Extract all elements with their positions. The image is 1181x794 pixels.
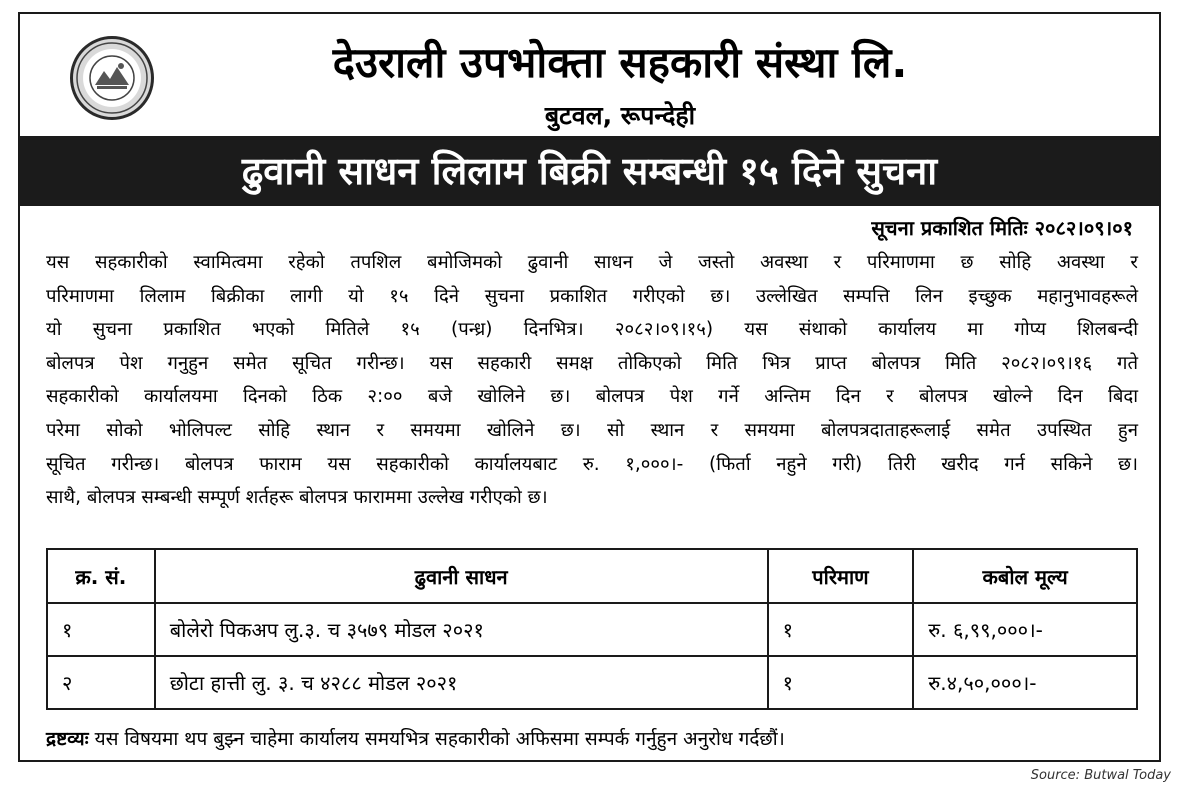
cell-serial: २ — [47, 656, 155, 709]
cell-bid-price: रु. ६,९९,०००।- — [913, 603, 1137, 656]
body-line: सहकारीको कार्यालयमा दिनको ठिक २:०० बजे खोलिने छ। बोलपत्र पेश गर्ने अन्तिम दिन र बोलपत्र खोल्ने दिन बिदा — [46, 386, 1138, 408]
cell-vehicle: बोलेरो पिकअप लु.३. च ३५७९ मोडल २०२१ — [155, 603, 768, 656]
notice-body — [46, 246, 1138, 515]
header-vehicle: ढुवानी साधन — [155, 549, 768, 603]
body-line: यो सुचना प्रकाशित भएको मितिले १५ (पन्ध्र) दिनभित्र। २०८२।०९।१५) यस संथाको कार्यालय मा गोप्य शिलबन्दी — [46, 319, 1138, 341]
source-credit: Source: Butwal Today — [1030, 768, 1171, 783]
table-header-row — [47, 549, 1137, 603]
body-line: यस सहकारीको स्वामित्वमा रहेको तपशिल बमोजिमको ढुवानी साधन जे जस्तो अवस्था र परिमाणमा छ सोहि अवस्था र — [46, 252, 1138, 273]
notice-frame — [18, 12, 1161, 762]
organization-address: बुटवल, रूपन्देही — [544, 101, 696, 130]
cell-quantity: १ — [768, 656, 914, 709]
note — [46, 724, 785, 754]
publication-date: सूचना प्रकाशित मितिः २०८२।०९।०१ — [871, 216, 1133, 240]
header-quantity: परिमाण — [768, 549, 914, 603]
note-text: यस विषयमा थप बुझ्न चाहेमा कार्यालय समयभित्र सहकारीको अफिसमा सम्पर्क गर्नुहुन अनुरोध गर्दछौं। — [94, 728, 785, 750]
body-line: सूचित गरीन्छ। बोलपत्र फाराम यस सहकारीको कार्यालयबाट रु. १,०००।- (फिर्ता नहुने गरी) तिरी खरीद गर्न सकिने छ। — [46, 453, 1138, 475]
cell-bid-price: रु.४,५०,०००।- — [913, 656, 1137, 709]
cell-quantity: १ — [768, 603, 914, 656]
note-label: द्रष्टव्यः — [46, 728, 89, 750]
vehicle-table — [46, 548, 1138, 710]
cell-serial: १ — [47, 603, 155, 656]
table-row — [47, 656, 1137, 709]
cell-vehicle: छोटा हात्ती लु. ३. च ४२८८ मोडल २०२१ — [155, 656, 768, 709]
body-line: परेमा सोको भोलिपल्ट सोहि स्थान र समयमा खोलिने छ। सो स्थान र समयमा बोलपत्रदाताहरूलाई समेत उपस्थित हुन — [46, 419, 1138, 441]
notice-title-banner — [20, 136, 1159, 206]
body-line: बोलपत्र पेश गनुहुन समेत सूचित गरीन्छ। यस सहकारी समक्ष तोकिएको मिति भित्र प्राप्त बोलपत्र मिति २०८२।०९।१६ गते — [46, 352, 1138, 374]
cooperative-seal-icon — [70, 36, 154, 120]
body-line: साथै, बोलपत्र सम्बन्धी सम्पूर्ण शर्तहरू बोलपत्र फाराममा उल्लेख गरीएको छ। — [46, 487, 548, 509]
table-row — [47, 603, 1137, 656]
body-line: परिमाणमा लिलाम बिक्रीका लागी यो १५ दिने सुचना प्रकाशित गरीएको छ। उल्लेखित सम्पत्ति लिन इच्छुक महानुभावहरूले — [46, 285, 1138, 307]
header-serial: क्र. सं. — [47, 549, 155, 603]
notice-title: ढुवानी साधन लिलाम बिक्री सम्बन्धी १५ दिने सुचना — [241, 149, 938, 193]
header-bid-price: कबोल मूल्य — [913, 549, 1137, 603]
organization-name: देउराली उपभोक्ता सहकारी संस्था लि. — [332, 38, 908, 87]
